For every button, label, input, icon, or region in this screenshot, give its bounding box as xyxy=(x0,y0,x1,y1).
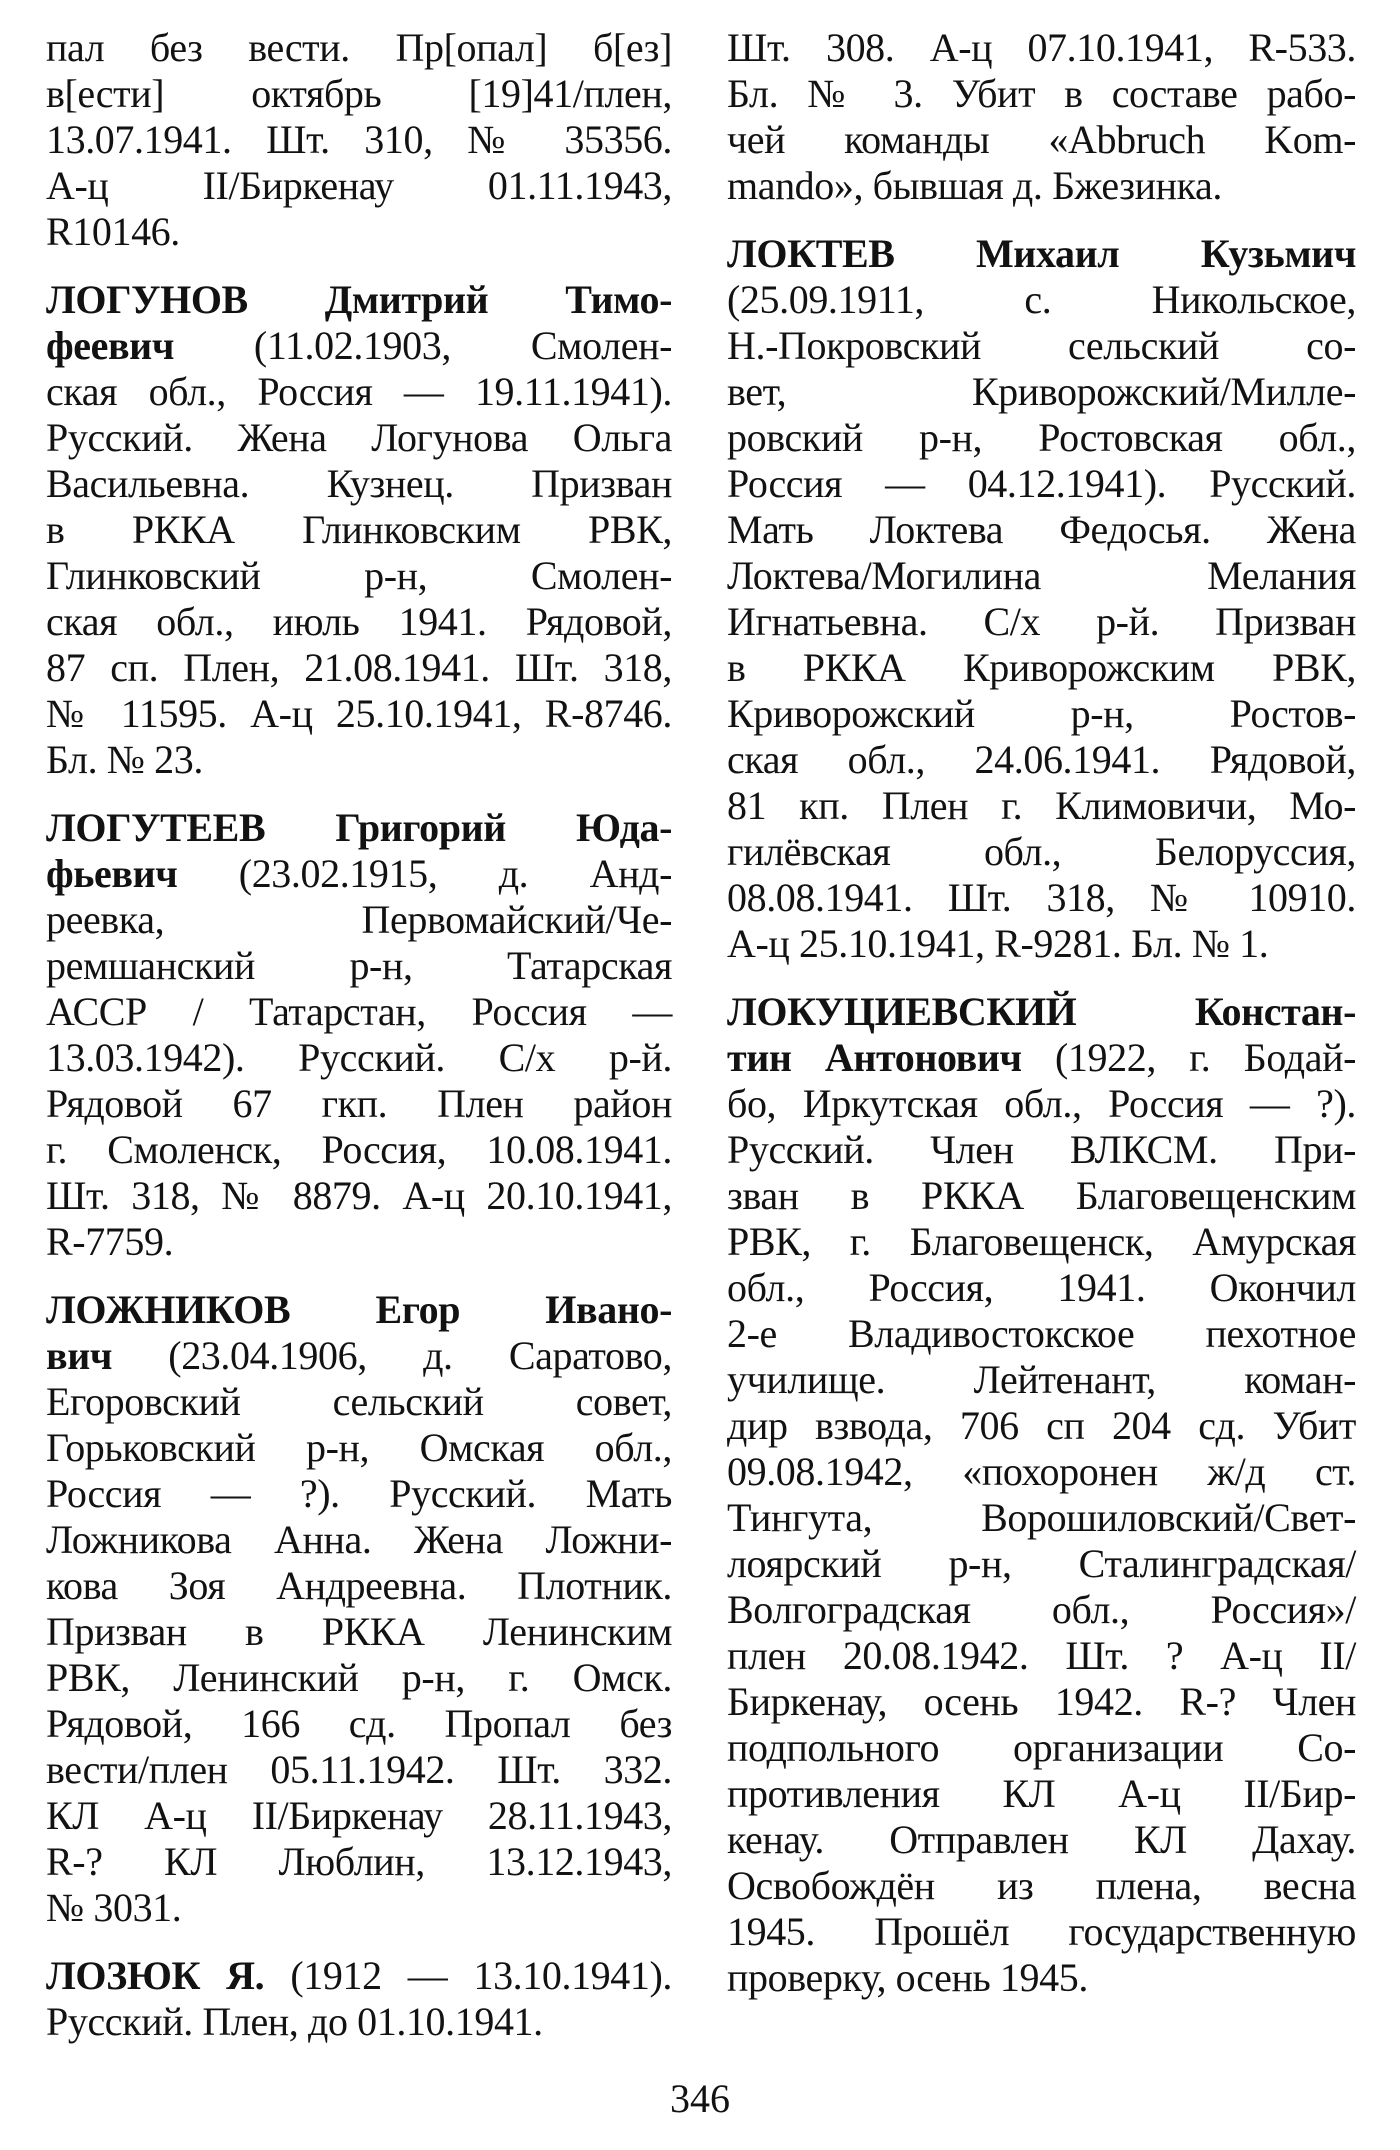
text-line: зван в РККА Благовещенским xyxy=(727,1173,1356,1218)
text-line: феевич (11.02.1903, Смолен- xyxy=(46,323,672,368)
text-line: подпольного организации Со- xyxy=(727,1725,1356,1770)
text-line: Н.-Покровский сельский со- xyxy=(727,323,1356,368)
text-line: в РККА Криворожским РВК, xyxy=(727,645,1356,690)
text-line: Россия — 04.12.1941). Русский. xyxy=(727,461,1356,506)
text-line xyxy=(46,805,672,851)
text-line: 09.08.1942, «похоронен ж/д ст. xyxy=(727,1449,1356,1494)
text-line: № 3031. xyxy=(46,1885,182,1930)
entry-paragraph xyxy=(727,231,1356,967)
entry-paragraph xyxy=(46,1287,672,1931)
entry-name-bold: ЛОГУТЕЕВ Григорий Юда- xyxy=(46,805,672,850)
text-line: Биркенау, осень 1942. R-? Член xyxy=(727,1679,1356,1724)
entry-paragraph xyxy=(727,25,1356,209)
text-line: Игнатьевна. С/х р-й. Призван xyxy=(727,599,1356,644)
entry-paragraph xyxy=(727,989,1356,2001)
text-line: фьевич (23.02.1915, д. Анд- xyxy=(46,851,672,896)
entry-name-bold: вич xyxy=(46,1333,169,1378)
text-line: пал без вести. Пр[опал] б[ез] xyxy=(46,25,672,70)
text-line: реевка, Первомайский/Че- xyxy=(46,897,672,942)
text-line: ская обл., 24.06.1941. Рядовой, xyxy=(727,737,1356,782)
text-line: г. Смоленск, Россия, 10.08.1941. xyxy=(46,1127,672,1172)
text-line: вет, Криворожский/Милле- xyxy=(727,369,1356,414)
text-line: противления КЛ А-ц II/Бир- xyxy=(727,1771,1356,1816)
text-line: в РККА Глинковским РВК, xyxy=(46,507,672,552)
text-line: тин Антонович (1922, г. Бодай- xyxy=(727,1035,1356,1080)
text-line: Освобождён из плена, весна xyxy=(727,1863,1356,1908)
text-line xyxy=(727,989,1356,1035)
text-line: ская обл., Россия — 19.11.1941). xyxy=(46,369,672,414)
text-line: АССР / Татарстан, Россия — xyxy=(46,989,672,1034)
entry-name-bold: ЛОЖНИКОВ Егор Ивано- xyxy=(46,1287,672,1332)
text-line: Шт. 318, № 8879. А-ц 20.10.1941, xyxy=(46,1173,672,1218)
text-line: 13.07.1941. Шт. 310, № 35356. xyxy=(46,117,672,162)
text-line: Бл. № 23. xyxy=(46,737,203,782)
text-line: 13.03.1942). Русский. С/х р-й. xyxy=(46,1035,672,1080)
text-column-right xyxy=(727,25,1356,2001)
text-line: Русский. Плен, до 01.10.1941. xyxy=(46,1999,543,2044)
entry-name-bold: ЛОГУНОВ Дмитрий Тимо- xyxy=(46,277,672,322)
text-line: Ложникова Анна. Жена Ложни- xyxy=(46,1517,672,1562)
text-line: чей команды «Abbruch Kom- xyxy=(727,117,1356,162)
text-line: ремшанский р-н, Татарская xyxy=(46,943,672,988)
text-line: Васильевна. Кузнец. Призван xyxy=(46,461,672,506)
text-line: № 11595. А-ц 25.10.1941, R-8746. xyxy=(46,691,672,736)
text-line: ЛОЗЮК Я. (1912 — 13.10.1941). xyxy=(46,1953,672,1998)
entry-name-bold: феевич xyxy=(46,323,254,368)
text-line: Русский. Жена Логунова Ольга xyxy=(46,415,672,460)
text-line: А-ц 25.10.1941, R-9281. Бл. № 1. xyxy=(727,921,1269,966)
text-line: Горьковский р-н, Омская обл., xyxy=(46,1425,672,1470)
text-line: училище. Лейтенант, коман- xyxy=(727,1357,1356,1402)
text-line: РВК, Ленинский р-н, г. Омск. xyxy=(46,1655,672,1700)
text-line: Криворожский р-н, Ростов- xyxy=(727,691,1356,736)
entry-name-bold: тин Антонович xyxy=(727,1035,1055,1080)
text-line: кова Зоя Андреевна. Плотник. xyxy=(46,1563,672,1608)
text-line: Рядовой, 166 сд. Пропал без xyxy=(46,1701,672,1746)
text-column-left xyxy=(46,25,672,2045)
text-line: 81 кп. Плен г. Климовичи, Мо- xyxy=(727,783,1356,828)
text-line: гилёвская обл., Белоруссия, xyxy=(727,829,1356,874)
text-line: Локтева/Могилина Мелания xyxy=(727,553,1356,598)
text-line: Русский. Член ВЛКСМ. При- xyxy=(727,1127,1356,1172)
text-line: ровский р-н, Ростовская обл., xyxy=(727,415,1356,460)
entry-paragraph xyxy=(46,25,672,255)
text-line: Бл. № 3. Убит в составе рабо- xyxy=(727,71,1356,116)
text-line: Тингута, Ворошиловский/Свет- xyxy=(727,1495,1356,1540)
entry-name-bold: фьевич xyxy=(46,851,239,896)
text-line: в[ести] октябрь [19]41/плен, xyxy=(46,71,672,116)
text-line: R-? КЛ Люблин, 13.12.1943, xyxy=(46,1839,672,1884)
text-line: проверку, осень 1945. xyxy=(727,1955,1088,2000)
text-line: А-ц II/Биркенау 01.11.1943, xyxy=(46,163,672,208)
text-line xyxy=(46,1287,672,1333)
text-line: КЛ А-ц II/Биркенау 28.11.1943, xyxy=(46,1793,672,1838)
text-line: Шт. 308. А-ц 07.10.1941, R-533. xyxy=(727,25,1356,70)
text-line: ская обл., июль 1941. Рядовой, xyxy=(46,599,672,644)
text-line: Рядовой 67 гкп. Плен район xyxy=(46,1081,672,1126)
text-line: 08.08.1941. Шт. 318, № 10910. xyxy=(727,875,1356,920)
text-line xyxy=(727,231,1356,277)
text-line: вести/плен 05.11.1942. Шт. 332. xyxy=(46,1747,672,1792)
text-line: R-7759. xyxy=(46,1219,174,1264)
text-line: бо, Иркутская обл., Россия — ?). xyxy=(727,1081,1356,1126)
text-line: Глинковский р-н, Смолен- xyxy=(46,553,672,598)
entry-name-bold: ЛОКУЦИЕВСКИЙ Констан- xyxy=(727,989,1356,1034)
text-line: дир взвода, 706 сп 204 сд. Убит xyxy=(727,1403,1356,1448)
text-line: плен 20.08.1942. Шт. ? А-ц II/ xyxy=(727,1633,1356,1678)
text-line: 2-е Владивостокское пехотное xyxy=(727,1311,1356,1356)
text-line: обл., Россия, 1941. Окончил xyxy=(727,1265,1356,1310)
text-line: Призван в РККА Ленинским xyxy=(46,1609,672,1654)
entry-name-bold: ЛОЗЮК Я. xyxy=(46,1953,291,1998)
text-line: Мать Локтева Федосья. Жена xyxy=(727,507,1356,552)
text-line: Волгоградская обл., Россия»/ xyxy=(727,1587,1356,1632)
text-line: 1945. Прошёл государственную xyxy=(727,1909,1356,1954)
entry-paragraph xyxy=(46,277,672,783)
text-line: R10146. xyxy=(46,209,180,254)
text-line: лоярский р-н, Сталинградская/ xyxy=(727,1541,1356,1586)
page-number: 346 xyxy=(670,2076,730,2121)
text-line: 87 сп. Плен, 21.08.1941. Шт. 318, xyxy=(46,645,672,690)
entry-paragraph xyxy=(46,1953,672,2045)
text-line: кенау. Отправлен КЛ Дахау. xyxy=(727,1817,1356,1862)
text-line: РВК, г. Благовещенск, Амурская xyxy=(727,1219,1356,1264)
text-line: Россия — ?). Русский. Мать xyxy=(46,1471,672,1516)
entry-paragraph xyxy=(46,805,672,1265)
text-line: Егоровский сельский совет, xyxy=(46,1379,672,1424)
text-line: (25.09.1911, с. Никольское, xyxy=(727,277,1356,322)
text-line: вич (23.04.1906, д. Саратово, xyxy=(46,1333,672,1378)
text-line: mando», бывшая д. Бжезинка. xyxy=(727,163,1223,208)
text-line xyxy=(46,277,672,323)
entry-name-bold: ЛОКТЕВ Михаил Кузьмич xyxy=(727,231,1356,276)
